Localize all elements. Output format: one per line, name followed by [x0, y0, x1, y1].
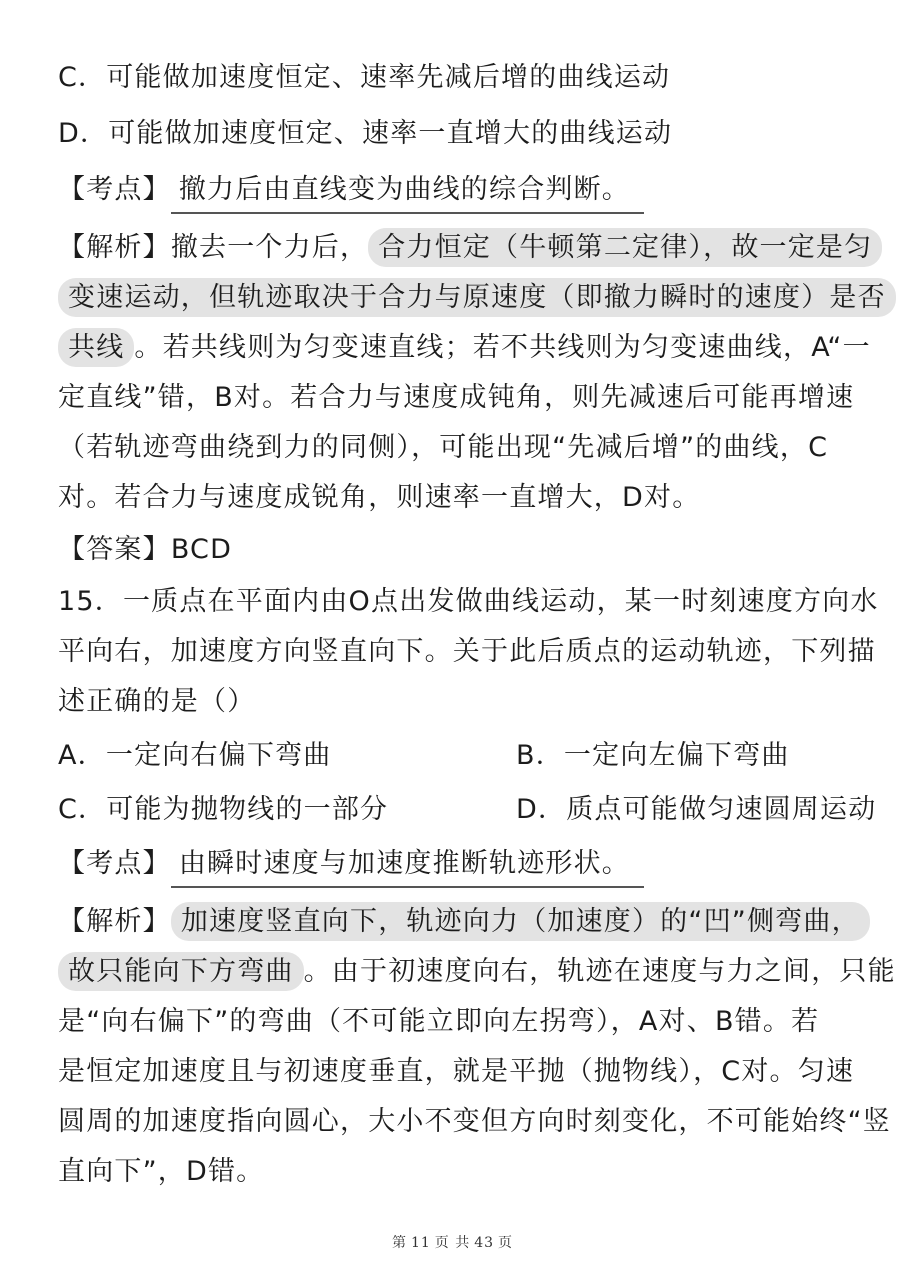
jiexi-tag: 【解析】: [58, 232, 171, 263]
option-c-text: C．可能做加速度恒定、速率先减后增的曲线运动: [58, 62, 671, 93]
footer-prefix: 第: [391, 1235, 407, 1251]
jiexi-highlight-1: 合力恒定（牛顿第二定律），故一定是匀: [368, 228, 882, 267]
q15-option-a: A．一定向右偏下弯曲: [58, 740, 332, 771]
q15-kaodian-text: 由瞬时速度与加速度推断轨迹形状。: [171, 846, 644, 888]
q15-jiexi-line-4: [58, 1054, 854, 1090]
q15-option-c: C．可能为抛物线的一部分: [58, 794, 389, 825]
answer-line: [58, 532, 232, 568]
footer-mid: 页 共: [434, 1235, 471, 1251]
q15-jiexi-line-6: [58, 1154, 264, 1190]
footer-page-total: 43: [474, 1235, 495, 1251]
kaodian-tag: 【考点】: [58, 174, 171, 205]
q15-kaodian-tag: 【考点】: [58, 848, 171, 879]
jiexi-highlight-3: 共线: [58, 328, 134, 367]
q15-option-b: B．一定向左偏下弯曲: [516, 740, 790, 771]
q15-options-row-2: [58, 792, 877, 828]
q15-jiexi-text-6: 直向下”，D错。: [58, 1156, 265, 1187]
jiexi-line-5: [58, 430, 828, 466]
kaodian-line: [58, 172, 644, 214]
answer-text: BCD: [170, 534, 233, 565]
jiexi-line-2: [58, 280, 896, 316]
q15-jiexi-line-1: [58, 904, 870, 940]
footer-page-current: 11: [410, 1235, 431, 1251]
q15-jiexi-text-4: 是恒定加速度且与初速度垂直，就是平抛（抛物线），C对。匀速: [58, 1056, 855, 1087]
q15-stem-line-3: [58, 684, 255, 720]
q15-option-d: D．质点可能做匀速圆周运动: [516, 794, 877, 825]
page-footer: [0, 1232, 905, 1252]
jiexi-text-6: 对。若合力与速度成锐角，则速率一直增大，D对。: [58, 482, 701, 513]
q15-jiexi-line-2: [58, 954, 896, 990]
jiexi-line-4: [58, 380, 854, 416]
footer-suffix: 页: [498, 1235, 514, 1251]
option-c-line: [58, 60, 670, 96]
jiexi-highlight-2: 变速运动，但轨迹取决于合力与原速度（即撤力瞬时的速度）是否: [58, 278, 896, 317]
jiexi-line-3: [58, 330, 871, 366]
q15-jiexi-line-3: [58, 1004, 819, 1040]
jiexi-text-5: （若轨迹弯曲绕到力的同侧），可能出现“先减后增”的曲线，C: [58, 432, 829, 463]
jiexi-text-4: 定直线”错，B对。若合力与速度成钝角，则先减速后可能再增速: [58, 382, 855, 413]
q15-stem-2: 平向右，加速度方向竖直向下。关于此后质点的运动轨迹，下列描: [58, 636, 876, 667]
q15-jiexi-highlight-2: 故只能向下方弯曲: [58, 952, 304, 991]
q15-stem-3: 述正确的是（）: [58, 686, 256, 717]
option-d-line: [58, 116, 672, 152]
jiexi-text-1a: 撤去一个力后，: [170, 232, 369, 263]
jiexi-text-3b: 。若共线则为匀变速直线；若不共线则为匀变速曲线，A“一: [134, 332, 871, 363]
q15-kaodian-line: [58, 846, 644, 888]
q15-stem-line-1: [58, 584, 879, 620]
q15-jiexi-text-2b: 。由于初速度向右，轨迹在速度与力之间，只能: [303, 956, 896, 987]
q15-jiexi-text-3: 是“向右偏下”的弯曲（不可能立即向左拐弯），A对、B错。若: [58, 1006, 820, 1037]
q15-options-row-1: [58, 738, 848, 774]
jiexi-line-6: [58, 480, 700, 516]
q15-jiexi-tag: 【解析】: [58, 906, 171, 937]
option-d-text: D．可能做加速度恒定、速率一直增大的曲线运动: [58, 118, 673, 149]
q15-stem-line-2: [58, 634, 876, 670]
kaodian-text: 撤力后由直线变为曲线的综合判断。: [171, 172, 644, 214]
q15-jiexi-line-5: [58, 1104, 891, 1140]
q15-stem-1: 15．一质点在平面内由O点出发做曲线运动，某一时刻速度方向水: [58, 586, 879, 617]
jiexi-line-1: [58, 230, 882, 266]
q15-jiexi-highlight-1: 加速度竖直向下，轨迹向力（加速度）的“凹”侧弯曲，: [171, 902, 870, 941]
answer-tag: 【答案】: [58, 534, 171, 565]
q15-jiexi-text-5: 圆周的加速度指向圆心，大小不变但方向时刻变化，不可能始终“竖: [58, 1106, 891, 1137]
